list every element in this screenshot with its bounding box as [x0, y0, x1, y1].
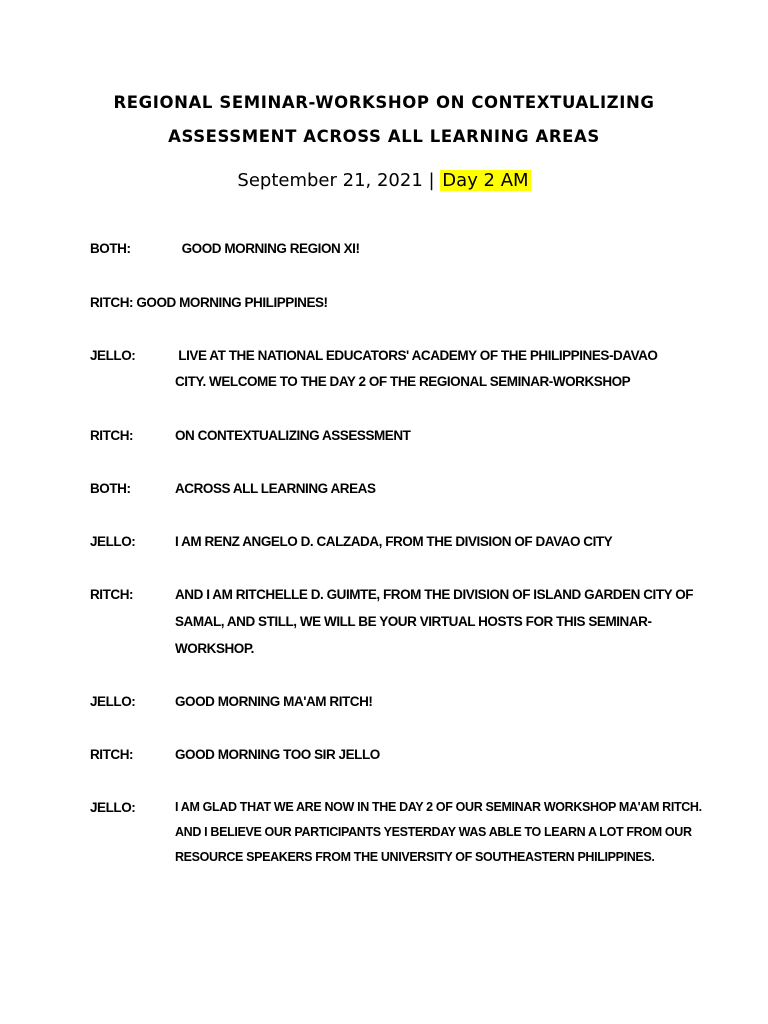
script-line: ON CONTEXTUALIZING ASSESSMENT: [175, 428, 411, 443]
speaker-label: JELLO:: [90, 694, 136, 709]
document-title-line-2: ASSESSMENT ACROSS ALL LEARNING AREAS: [168, 127, 600, 146]
speaker-label: RITCH: GOOD MORNING PHILIPPINES!: [90, 295, 328, 310]
script-line: CITY. WELCOME TO THE DAY 2 OF THE REGIONAL SEMINAR-WORKSHOP: [175, 374, 631, 389]
date-line: [0, 170, 768, 191]
speaker-label: JELLO:: [90, 534, 136, 549]
script-line: WORKSHOP.: [175, 641, 254, 656]
script-line: SAMAL, AND STILL, WE WILL BE YOUR VIRTUAL HOSTS FOR THIS SEMINAR-: [175, 614, 652, 629]
date-text: September 21, 2021 |: [237, 170, 441, 191]
script-line: AND I AM RITCHELLE D. GUIMTE, FROM THE DIVISION OF ISLAND GARDEN CITY OF: [175, 587, 694, 602]
script-line: LIVE AT THE NATIONAL EDUCATORS' ACADEMY OF THE PHILIPPINES-DAVAO: [175, 348, 658, 363]
speaker-label: JELLO:: [90, 348, 136, 363]
document-title-line-1: REGIONAL SEMINAR-WORKSHOP ON CONTEXTUALIZING: [113, 93, 655, 112]
script-line: GOOD MORNING REGION XI!: [175, 241, 360, 256]
speaker-label: RITCH:: [90, 747, 134, 762]
speaker-label: JELLO:: [90, 800, 136, 815]
speaker-label: BOTH:: [90, 481, 131, 496]
speaker-label: RITCH:: [90, 428, 134, 443]
script-line: AND I BELIEVE OUR PARTICIPANTS YESTERDAY WAS ABLE TO LEARN A LOT FROM OUR: [175, 825, 692, 839]
speaker-label: BOTH:: [90, 241, 131, 256]
script-line: GOOD MORNING TOO SIR JELLO: [175, 747, 380, 762]
script-line: I AM GLAD THAT WE ARE NOW IN THE DAY 2 OF OUR SEMINAR WORKSHOP MA'AM RITCH.: [175, 800, 702, 814]
script-line: I AM RENZ ANGELO D. CALZADA, FROM THE DIVISION OF DAVAO CITY: [175, 534, 613, 549]
session-highlight: Day 2 AM: [442, 170, 529, 191]
script-line: GOOD MORNING MA'AM RITCH!: [175, 694, 373, 709]
script-line: RESOURCE SPEAKERS FROM THE UNIVERSITY OF SOUTHEASTERN PHILIPPINES.: [175, 850, 655, 864]
script-line: ACROSS ALL LEARNING AREAS: [175, 481, 376, 496]
speaker-label: RITCH:: [90, 587, 134, 602]
